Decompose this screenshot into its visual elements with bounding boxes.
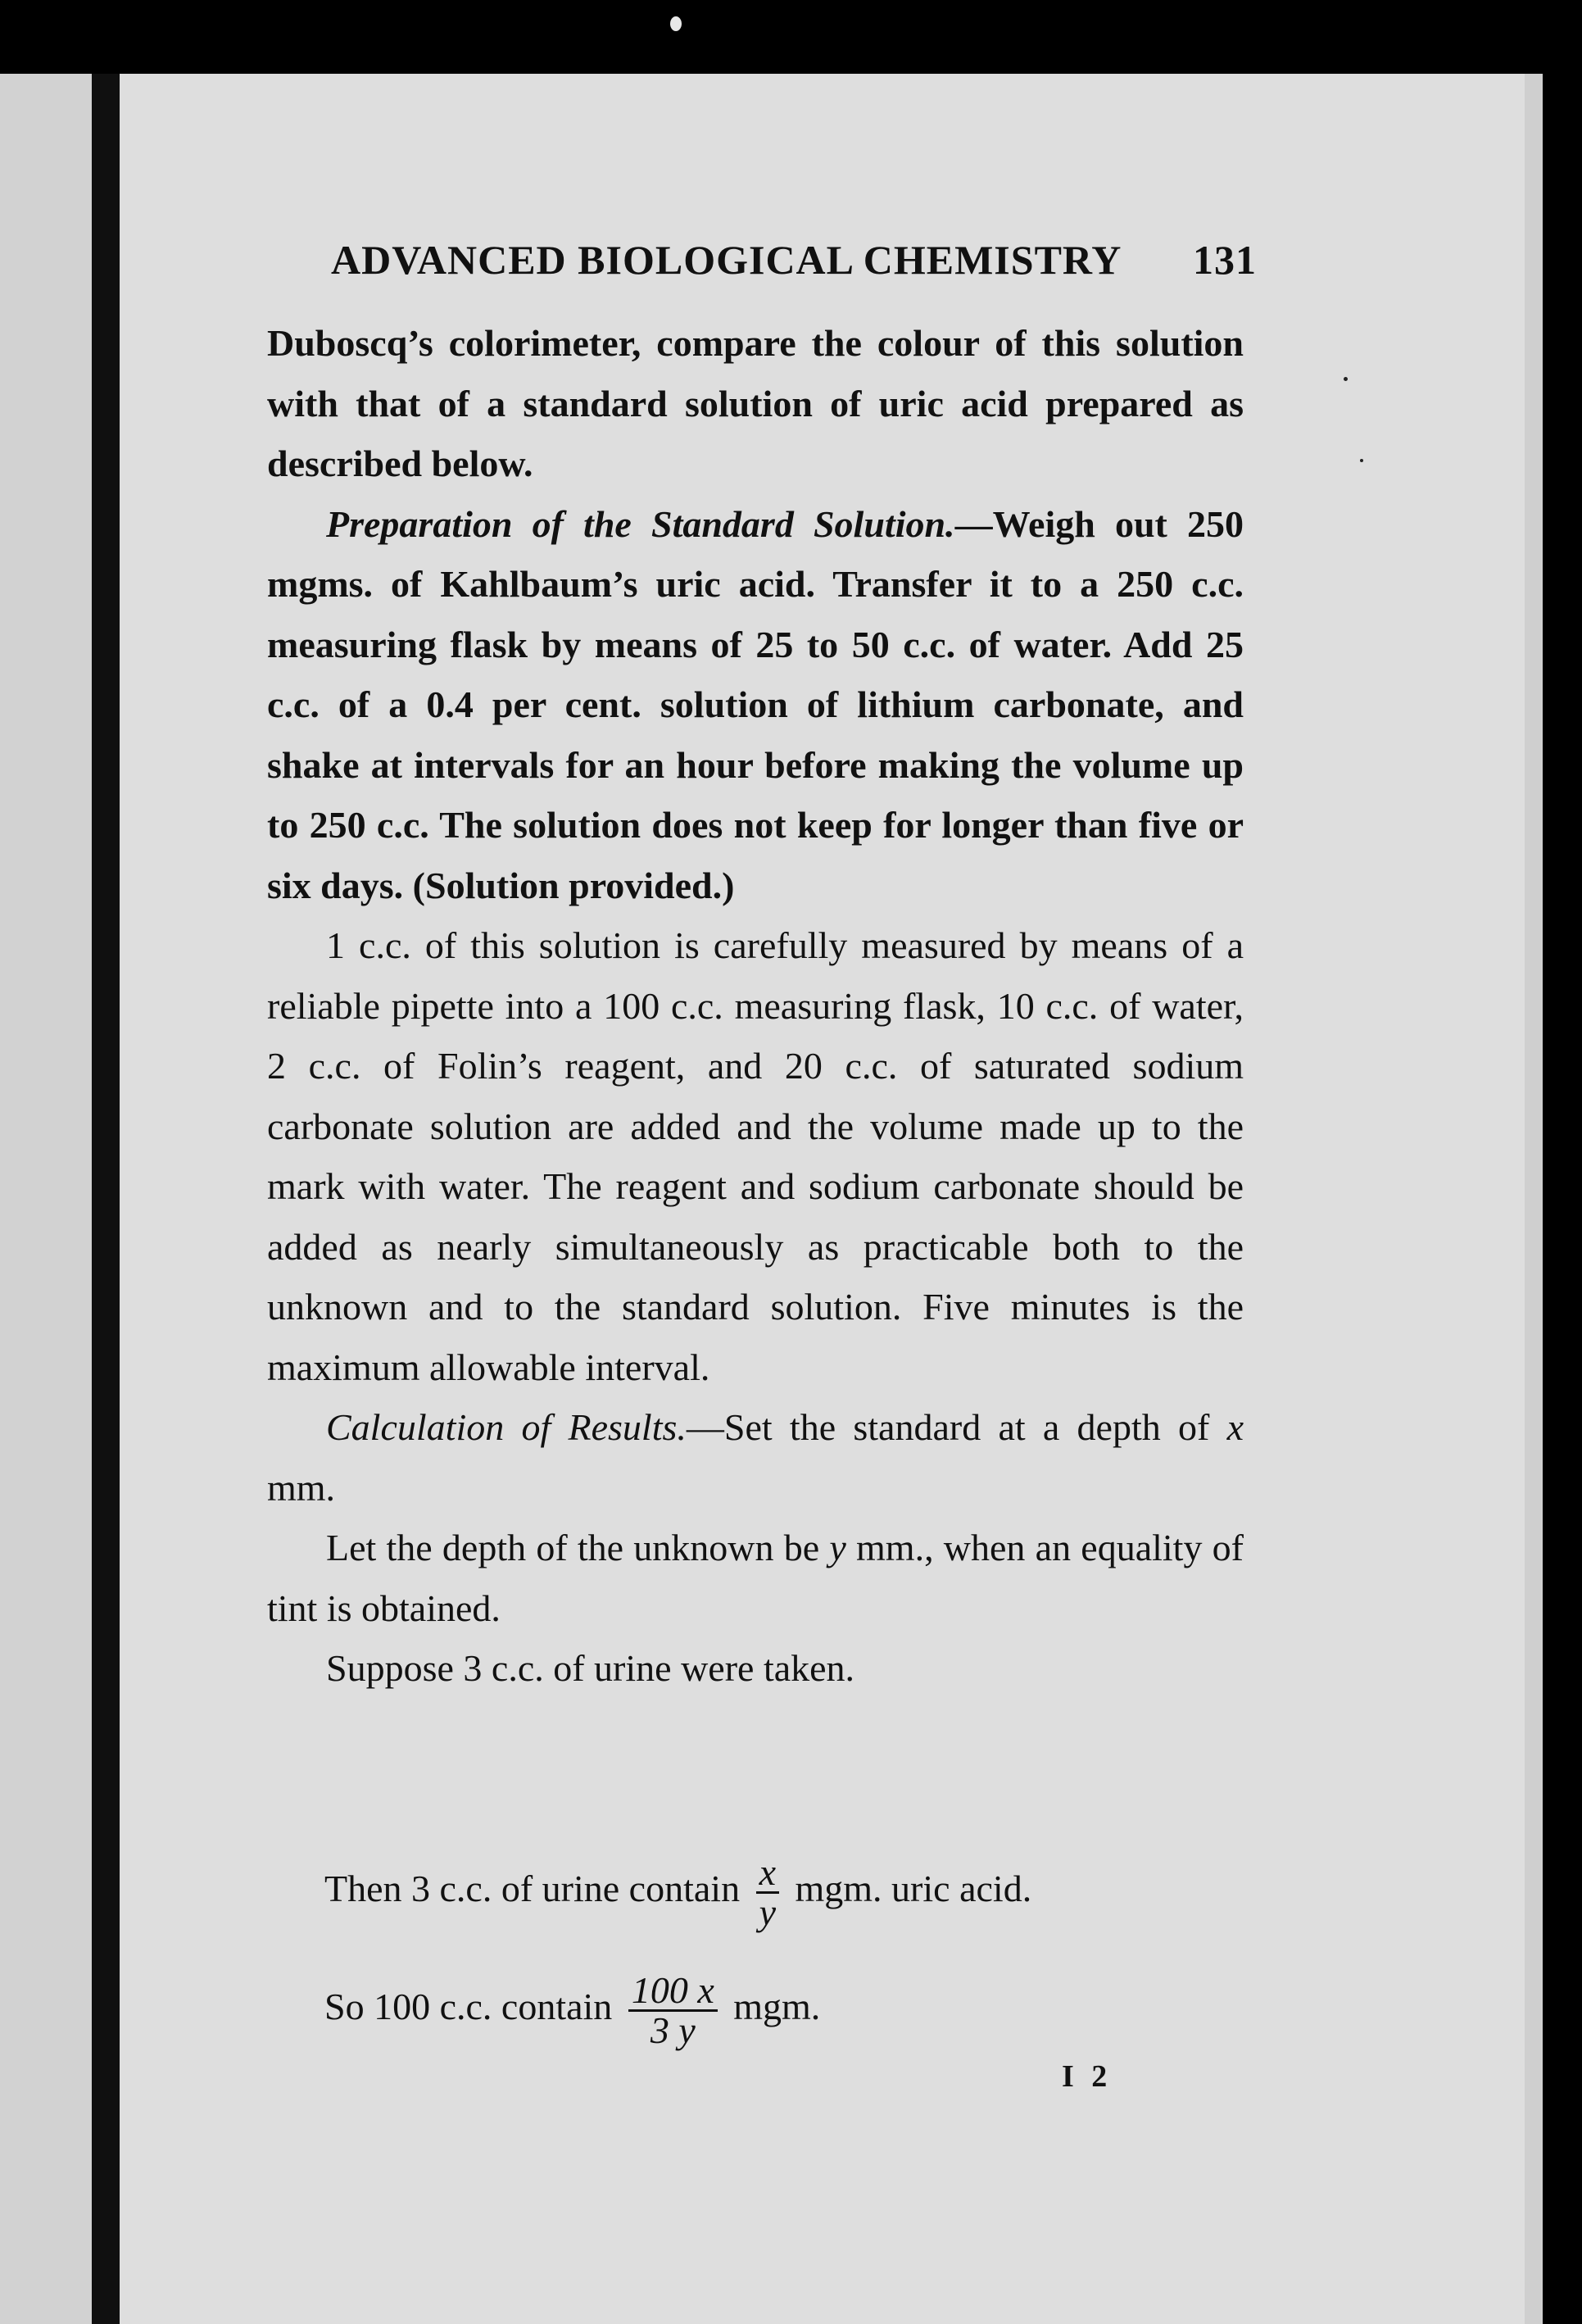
paragraph-depth [267,1518,1244,1638]
running-header [331,236,1257,290]
paragraph-continuation: Duboscq’s colorimeter, compare the colour of this solution with that of a standard solution of uric acid prepared as described below. [267,322,1244,484]
variable-x: x [1226,1406,1244,1448]
paragraph-procedure: 1 c.c. of this solution is carefully measured by means of a reliable pipette into a 100 c.c. measuring flask, 10 c.c. of water, 2 c.c. of Folin’s reagent, and 20 c.c. of saturated sodium carbonate solution are added and the volume made up to the mark with water. The reagent and sodium carbonate should be added as nearly simultaneously as practicable both to the unknown and to the standard solution. Five minutes is the maximum allowable interval. [267,924,1244,1388]
scan-speck [1344,377,1348,381]
calculation-text-b: mm. [267,1466,336,1509]
fraction-100x-over-3y [628,1969,718,2051]
fraction-numerator: x [756,1854,779,1894]
section-heading-preparation: Preparation of the Standard Solution. [326,502,955,545]
formula-1-suffix: mgm. uric acid. [795,1868,1032,1910]
fraction-numerator: 100 x [628,1972,718,2012]
calculation-text-a: —Set the standard at a depth of [686,1406,1227,1448]
paragraph-suppose: Suppose 3 c.c. of urine were taken. [326,1647,855,1689]
section-heading-calculation: Calculation of Results. [326,1406,687,1448]
formula-1-prefix: Then 3 c.c. of urine contain [324,1868,741,1910]
preparation-text: —Weigh out 250 mgms. of Kahlbaum’s uric acid. Transfer it to a 250 c.c. measuring flask by means of 25 to 50 c.c. of water. Add 25 c.c. of a 0.4 per cent. solution of lithium carbonate, and shake at intervals for an hour before making the volume up to 250 c.c. The solution does not keep for longer than five or six days. (Solution provided.) [267,502,1244,906]
fraction-denominator: y [759,1891,776,1933]
formula-line-1 [324,1851,1032,1933]
binding-gutter [92,74,120,2324]
paragraph-preparation [267,494,1244,916]
signature-mark: I 2 [1062,2059,1113,2094]
page-edge-right [1525,74,1543,2324]
facing-page-edge [0,74,92,2324]
body-text [267,313,1244,1699]
formula-2-prefix: So 100 c.c. contain [324,1986,613,2028]
running-title: ADVANCED BIOLOGICAL CHEMISTRY [331,237,1122,283]
formula-2-suffix: mgm. [733,1986,821,2028]
depth-text-b: mm., when an equality of tint is obtained. [267,1527,1244,1629]
fraction-x-over-y [756,1851,779,1933]
scan-mark [670,16,682,31]
formula-line-2 [324,1969,821,2051]
scan-speck [1360,459,1363,462]
depth-text-a: Let the depth of the unknown be [326,1527,830,1568]
paragraph-calculation [267,1397,1244,1518]
fraction-denominator: 3 y [650,2009,696,2051]
page-number: 131 [1193,237,1257,283]
variable-y: y [829,1527,846,1568]
